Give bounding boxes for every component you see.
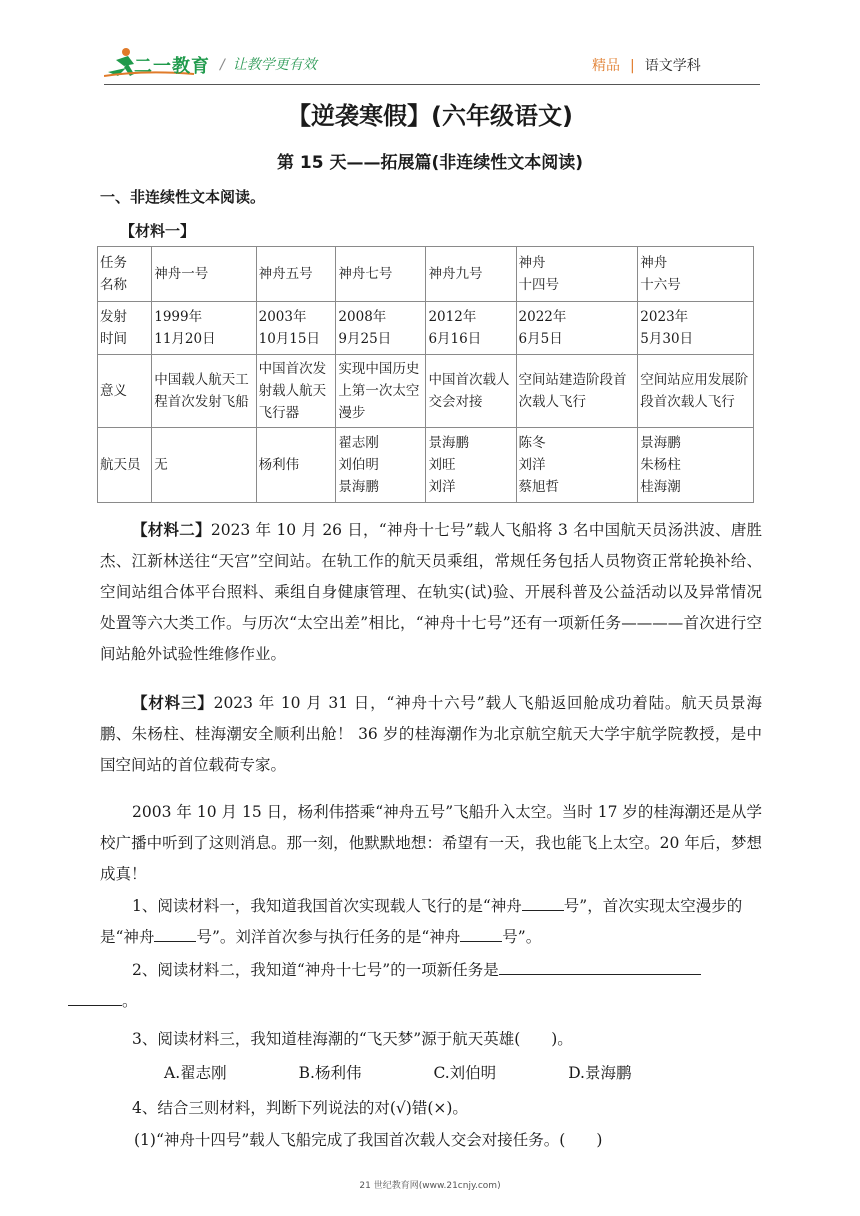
header-divider (104, 84, 760, 85)
table-cell: 2022年 6月5日 (516, 302, 638, 355)
table-cell: 意义 (98, 355, 152, 428)
question-4: 4、结合三则材料，判断下列说法的对(√)错(×)。 (132, 1099, 468, 1117)
shenzhou-table (97, 246, 754, 503)
table-cell: 中国首次载人交会对接 (426, 355, 516, 428)
slogan: / 让教学更有效 (220, 57, 317, 73)
material3-paragraph-2: 2003 年 10 月 15 日，杨利伟搭乘“神舟五号”飞船升入太空。当时 17 岁的桂海潮还是从学校广播中听到了这则消息。那一刻，他默默地想：希望有一天，我也能飞上太空。20 年后，梦想成真！ (100, 803, 762, 883)
question-2: 2、阅读材料二，我知道“神舟十七号”的一项新任务是 。 (100, 955, 762, 1017)
table-cell: 景海鹏 刘旺 刘洋 (426, 428, 516, 503)
page-subtitle: 第 15 天——拓展篇(非连续性文本阅读) (276, 153, 584, 173)
page-header (0, 0, 860, 92)
table-cell: 神舟九号 (426, 247, 516, 302)
table-cell: 无 (152, 428, 256, 503)
badge-primary: 精品 (592, 58, 620, 74)
table-cell: 神舟 十六号 (638, 247, 754, 302)
page-title: 【逆袭寒假】(六年级语文) (287, 102, 573, 130)
table-cell: 2003年 10月15日 (256, 302, 336, 355)
table-cell: 空间站建造阶段首次载人飞行 (516, 355, 638, 428)
material2-paragraph (100, 515, 762, 670)
table-cell: 神舟一号 (152, 247, 256, 302)
answer-blank[interactable] (460, 923, 502, 942)
table-cell: 任务 名称 (98, 247, 152, 302)
section-heading: 一、非连续性文本阅读。 (100, 188, 266, 206)
subject-badge (592, 55, 701, 75)
table-row (98, 355, 754, 428)
table-cell: 神舟 十四号 (516, 247, 638, 302)
option-c[interactable]: C.刘伯明 (433, 1064, 497, 1082)
table-cell: 空间站应用发展阶段首次载人飞行 (638, 355, 754, 428)
brand-name: 二一教育 (134, 56, 210, 77)
table-cell: 陈冬 刘洋 蔡旭哲 (516, 428, 638, 503)
table-cell: 发射 时间 (98, 302, 152, 355)
answer-blank[interactable] (522, 892, 564, 911)
material2-text: 2023 年 10 月 26 日，“神舟十七号”载人飞船将 3 名中国航天员汤洪波、唐胜杰、江新林送往“天宫”空间站。在轨工作的航天员乘组，常规任务包括人员物资正常轮换补给、空间站组合体平台照料、乘组自身健康管理、在轨实(试)验、开展科普及公益活动以及异常情况处置等六大类工作。与历次“太空出差”相比，“神舟十七号”还有一项新任务————首次进行空间站舱外试验性维修作业。 (100, 521, 762, 663)
table-cell: 2008年 9月25日 (336, 302, 426, 355)
table-cell: 中国首次发射载人航天飞行器 (256, 355, 336, 428)
badge-secondary: 语文学科 (644, 58, 701, 74)
table-cell: 神舟五号 (256, 247, 336, 302)
question-1: 1、阅读材料一，我知道我国首次实现载人飞行的是“神舟 号”，首次实现太空漫步的是“神舟 号”。刘洋首次参与执行任务的是“神舟 号”。 (100, 891, 762, 953)
answer-blank[interactable] (68, 987, 122, 1006)
table-cell: 1999年 11月20日 (152, 302, 256, 355)
question-3: 3、阅读材料三，我知道桂海潮的“飞天梦”源于航天英雄( )。 (132, 1030, 573, 1048)
table-cell: 中国载人航天工程首次发射飞船 (152, 355, 256, 428)
table-row (98, 302, 754, 355)
material3-text: 2023 年 10 月 31 日，“神舟十六号”载人飞船返回舱成功着陆。航天员景海鹏、朱杨柱、桂海潮安全顺利出舱！ 36 岁的桂海潮作为北京航空航天大学宇航学院教授，是中国空间站的首位载荷专家。 (100, 694, 762, 774)
answer-blank[interactable] (499, 956, 701, 975)
table-cell: 2012年 6月16日 (426, 302, 516, 355)
question-3-options (100, 1058, 762, 1089)
material3-paragraph (100, 688, 762, 781)
table-cell: 2023年 5月30日 (638, 302, 754, 355)
material1-label: 【材料一】 (120, 222, 196, 240)
material3-label: 【材料三】 (132, 694, 214, 712)
table-cell: 航天员 (98, 428, 152, 503)
material2-label: 【材料二】 (132, 521, 211, 539)
question-4-item-1: (1)“神舟十四号”载人飞船完成了我国首次载人交会对接任务。( ) (134, 1131, 603, 1149)
page-footer: 21 世纪教育网(www.21cnjy.com) (359, 1181, 501, 1191)
badge-separator: | (630, 58, 635, 74)
option-d[interactable]: D.景海鹏 (568, 1064, 632, 1082)
option-a[interactable]: A.翟志刚 (164, 1064, 227, 1082)
table-cell: 神舟七号 (336, 247, 426, 302)
table-cell: 翟志刚 刘伯明 景海鹏 (336, 428, 426, 503)
option-b[interactable]: B.杨利伟 (298, 1064, 362, 1082)
table-row (98, 428, 754, 503)
table-cell: 实现中国历史上第一次太空漫步 (336, 355, 426, 428)
table-cell: 杨利伟 (256, 428, 336, 503)
answer-blank[interactable] (154, 923, 196, 942)
table-cell: 景海鹏 朱杨柱 桂海潮 (638, 428, 754, 503)
table-row (98, 247, 754, 302)
